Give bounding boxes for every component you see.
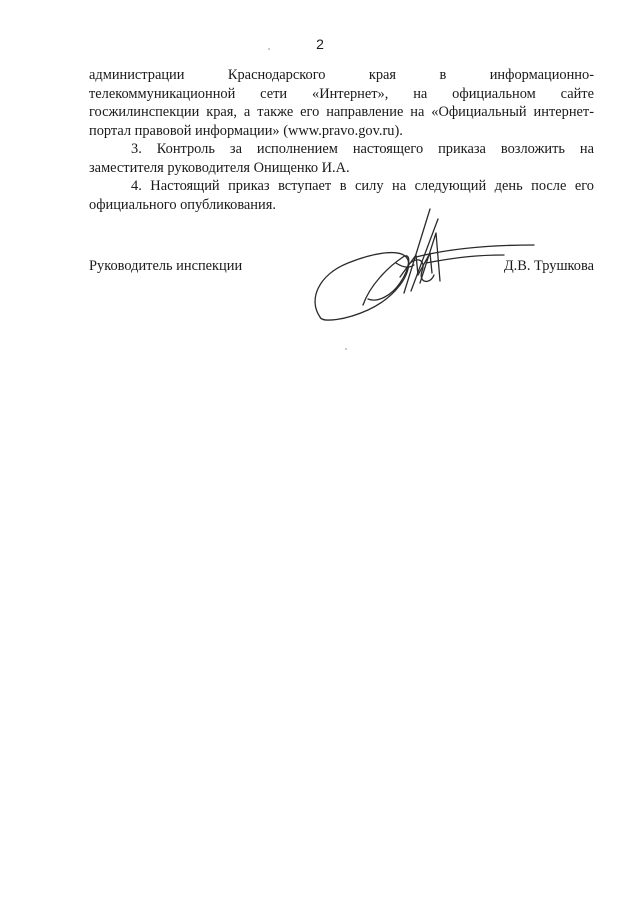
signer-title: Руководитель инспекции — [89, 258, 243, 274]
paragraph-publication — [89, 66, 594, 140]
text-line: телекоммуникационной сети «Интернет», на официальном сайте — [89, 85, 594, 102]
handwritten-signature — [308, 205, 538, 325]
document-body — [89, 66, 594, 214]
text-line: 4. Настоящий приказ вступает в силу на следующий день после его — [131, 178, 594, 194]
text-line: госжилинспекции края, а также его направление на «Официальный интернет- — [89, 104, 594, 120]
page-number: 2 — [316, 36, 324, 52]
paragraph-control — [89, 140, 594, 177]
scan-speck — [345, 348, 347, 350]
text-line: администрации Краснодарского края в информационно- — [89, 67, 594, 83]
text-line: портал правовой информации» (www.pravo.gov.ru). — [89, 122, 403, 139]
signer-name: Д.В. Трушкова — [503, 258, 594, 274]
scan-speck — [268, 48, 270, 50]
text-line: 3. Контроль за исполнением настоящего приказа возложить на — [131, 141, 594, 157]
text-line: заместителя руководителя Онищенко И.А. — [89, 159, 350, 176]
text-line: официального опубликования. — [89, 196, 276, 213]
